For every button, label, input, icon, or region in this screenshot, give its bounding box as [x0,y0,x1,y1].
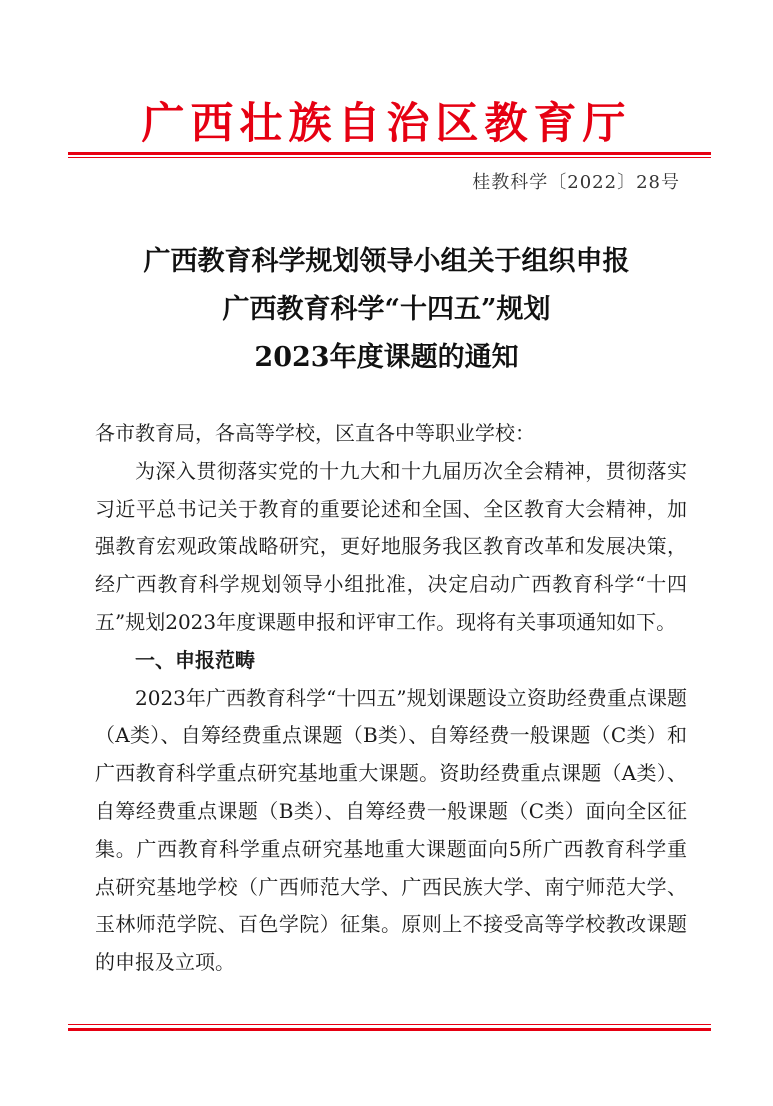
footer-rule-thin [68,1024,711,1025]
title-line-3: 2023年度课题的通知 [254,342,519,373]
document-number: 桂教科学〔2022〕28号 [472,172,680,193]
masthead-rule-thin [68,157,711,158]
masthead-title: 广西壮族自治区教育厅 [141,99,632,149]
salutation: 各市教育局，各高等学校，区直各中等职业学校： [95,421,535,445]
title-line-1: 广西教育科学规划领导小组关于组织申报 [143,246,630,277]
document-body [95,415,687,982]
paragraph-intro: 为深入贯彻落实党的十九大和十九届历次全会精神，贯彻落实习近平总书记关于教育的重要论述和全国、全区教育大会精神，加强教育宏观政策战略研究，更好地服务我区教育改革和发展决策，经广西教育科学规划领导小组批准，决定启动广西教育科学“十四五”规划2023年度课题申报和评审工作。现将有关事项通知如下。 [95,458,687,634]
masthead-rule-thick [68,152,711,155]
footer-rule-thick [68,1028,711,1031]
title-line-2: 广西教育科学“十四五”规划 [222,294,551,325]
section-heading-1: 一、申报范畴 [135,647,255,672]
paragraph-scope: 2023年广西教育科学“十四五”规划课题设立资助经费重点课题（A类）、自筹经费重点课题（B类）、自筹经费一般课题（C类）和广西教育科学重点研究基地重大课题。资助经费重点课题（A类）、自筹经费重点课题（B类）、自筹经费一般课题（C类）面向全区征集。广西教育科学重点研究基地重大课题面向5所广西教育科学重点研究基地学校（广西师范大学、广西民族大学、南宁师范大学、玉林师范学院、百色学院）征集。原则上不接受高等学校教改课题的申报及立项。 [95,685,687,975]
